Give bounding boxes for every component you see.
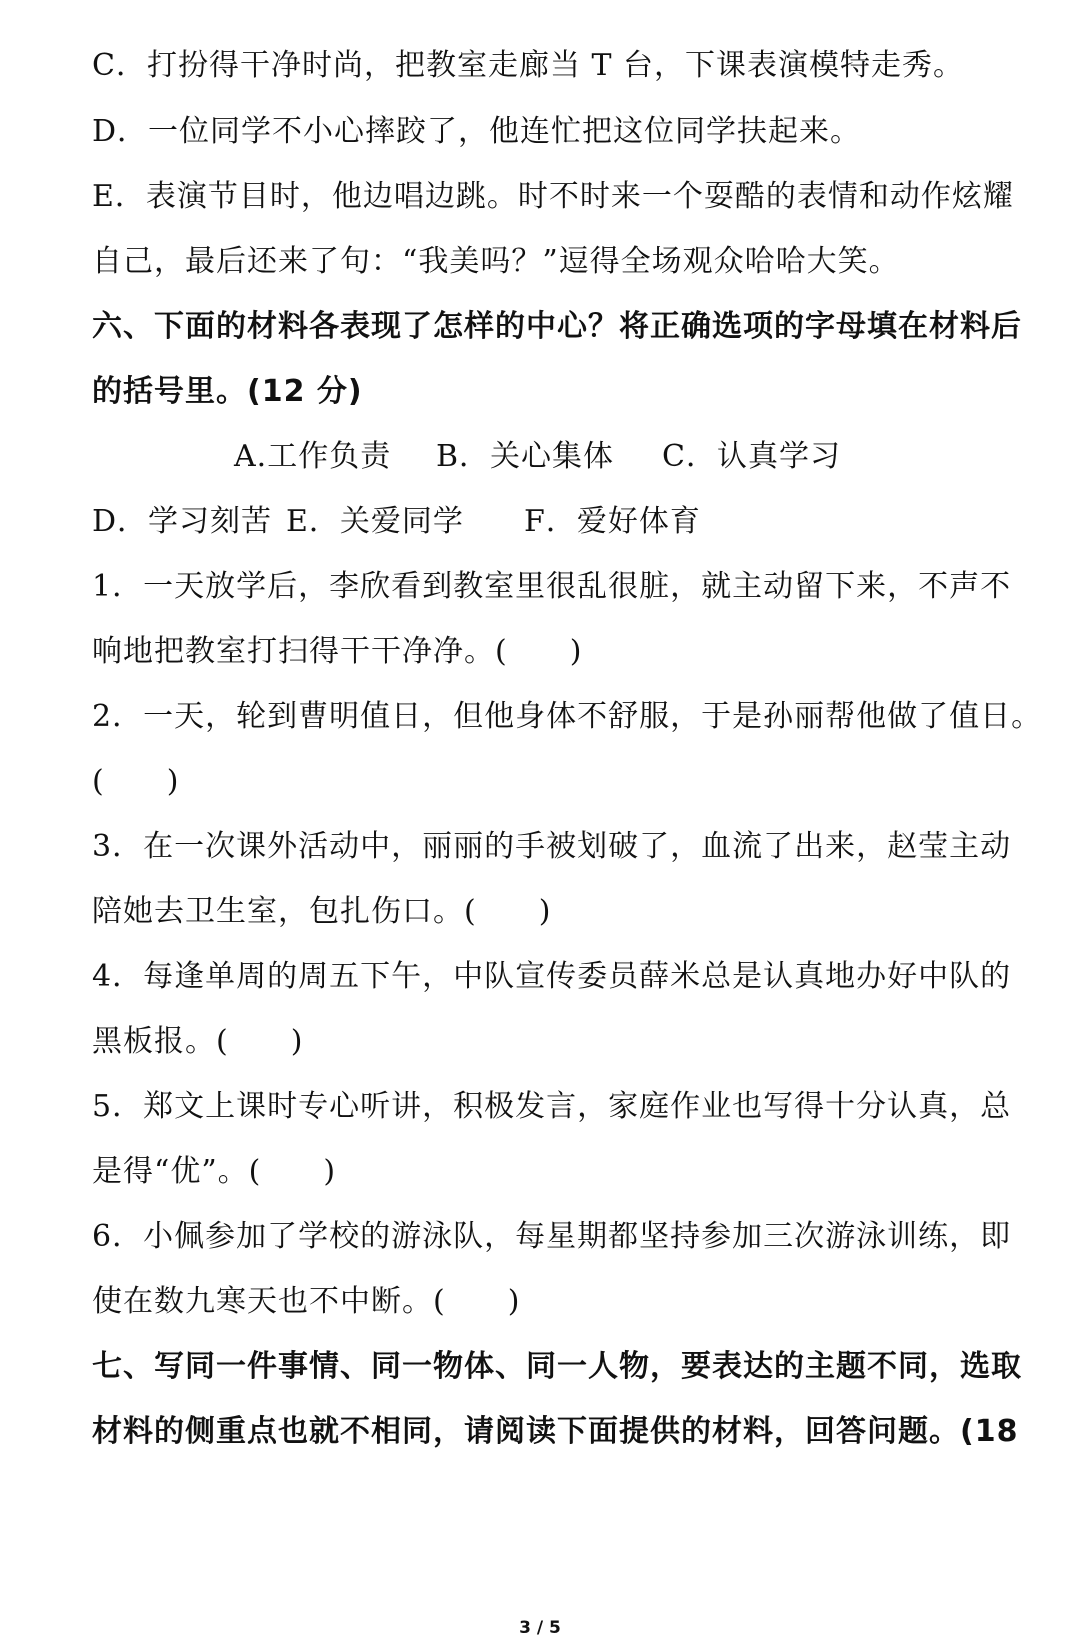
- item-4-line2: 黑板报。( ): [92, 1024, 304, 1059]
- item-3-line2: 陪她去卫生室，包扎伤口。( ): [92, 894, 552, 929]
- choice-d: D．学习刻苦: [92, 504, 273, 539]
- section7-heading-line1: 七、写同一件事情、同一物体、同一人物，要表达的主题不同，选取: [92, 1349, 1022, 1384]
- section6-heading-line2: 的括号里。(12 分): [92, 374, 363, 409]
- item-2-line2: ( ): [92, 764, 180, 799]
- choice-e: E．关爱同学: [286, 504, 464, 539]
- item-3-line1: 3．在一次课外活动中，丽丽的手被划破了，血流了出来，赵莹主动: [92, 829, 1012, 864]
- section6-heading-line1: 六、下面的材料各表现了怎样的中心？将正确选项的字母填在材料后: [92, 309, 1022, 344]
- option-d-text: D．一位同学不小心摔跤了，他连忙把这位同学扶起来。: [92, 114, 862, 149]
- choice-f: F．爱好体育: [524, 504, 701, 539]
- item-1-line1: 1．一天放学后，李欣看到教室里很乱很脏，就主动留下来，不声不: [92, 569, 1012, 604]
- option-c-text: C．打扮得干净时尚，把教室走廊当 T 台，下课表演模特走秀。: [92, 48, 965, 83]
- option-e-text-line1: E．表演节目时，他边唱边跳。时不时来一个耍酷的表情和动作炫耀: [92, 179, 1014, 214]
- choice-a: A.工作负责: [234, 439, 392, 474]
- page-number: 3 / 5: [519, 1618, 561, 1638]
- item-5-line1: 5．郑文上课时专心听讲，积极发言，家庭作业也写得十分认真，总: [92, 1089, 1012, 1124]
- item-2-line1: 2．一天，轮到曹明值日，但他身体不舒服，于是孙丽帮他做了值日。: [92, 699, 1043, 734]
- item-6-line1: 6．小佩参加了学校的游泳队，每星期都坚持参加三次游泳训练，即: [92, 1219, 1012, 1254]
- section7-heading-line2: 材料的侧重点也就不相同，请阅读下面提供的材料，回答问题。(18: [92, 1414, 1019, 1449]
- item-5-line2: 是得“优”。( ): [92, 1154, 337, 1189]
- choice-b: B．关心集体: [436, 439, 615, 474]
- option-e-text-line2: 自己，最后还来了句：“我美吗？”逗得全场观众哈哈大笑。: [92, 244, 900, 279]
- choice-c: C．认真学习: [662, 439, 841, 474]
- item-1-line2: 响地把教室打扫得干干净净。( ): [92, 634, 583, 669]
- item-6-line2: 使在数九寒天也不中断。( ): [92, 1284, 521, 1319]
- item-4-line1: 4．每逢单周的周五下午，中队宣传委员薛米总是认真地办好中队的: [92, 959, 1012, 994]
